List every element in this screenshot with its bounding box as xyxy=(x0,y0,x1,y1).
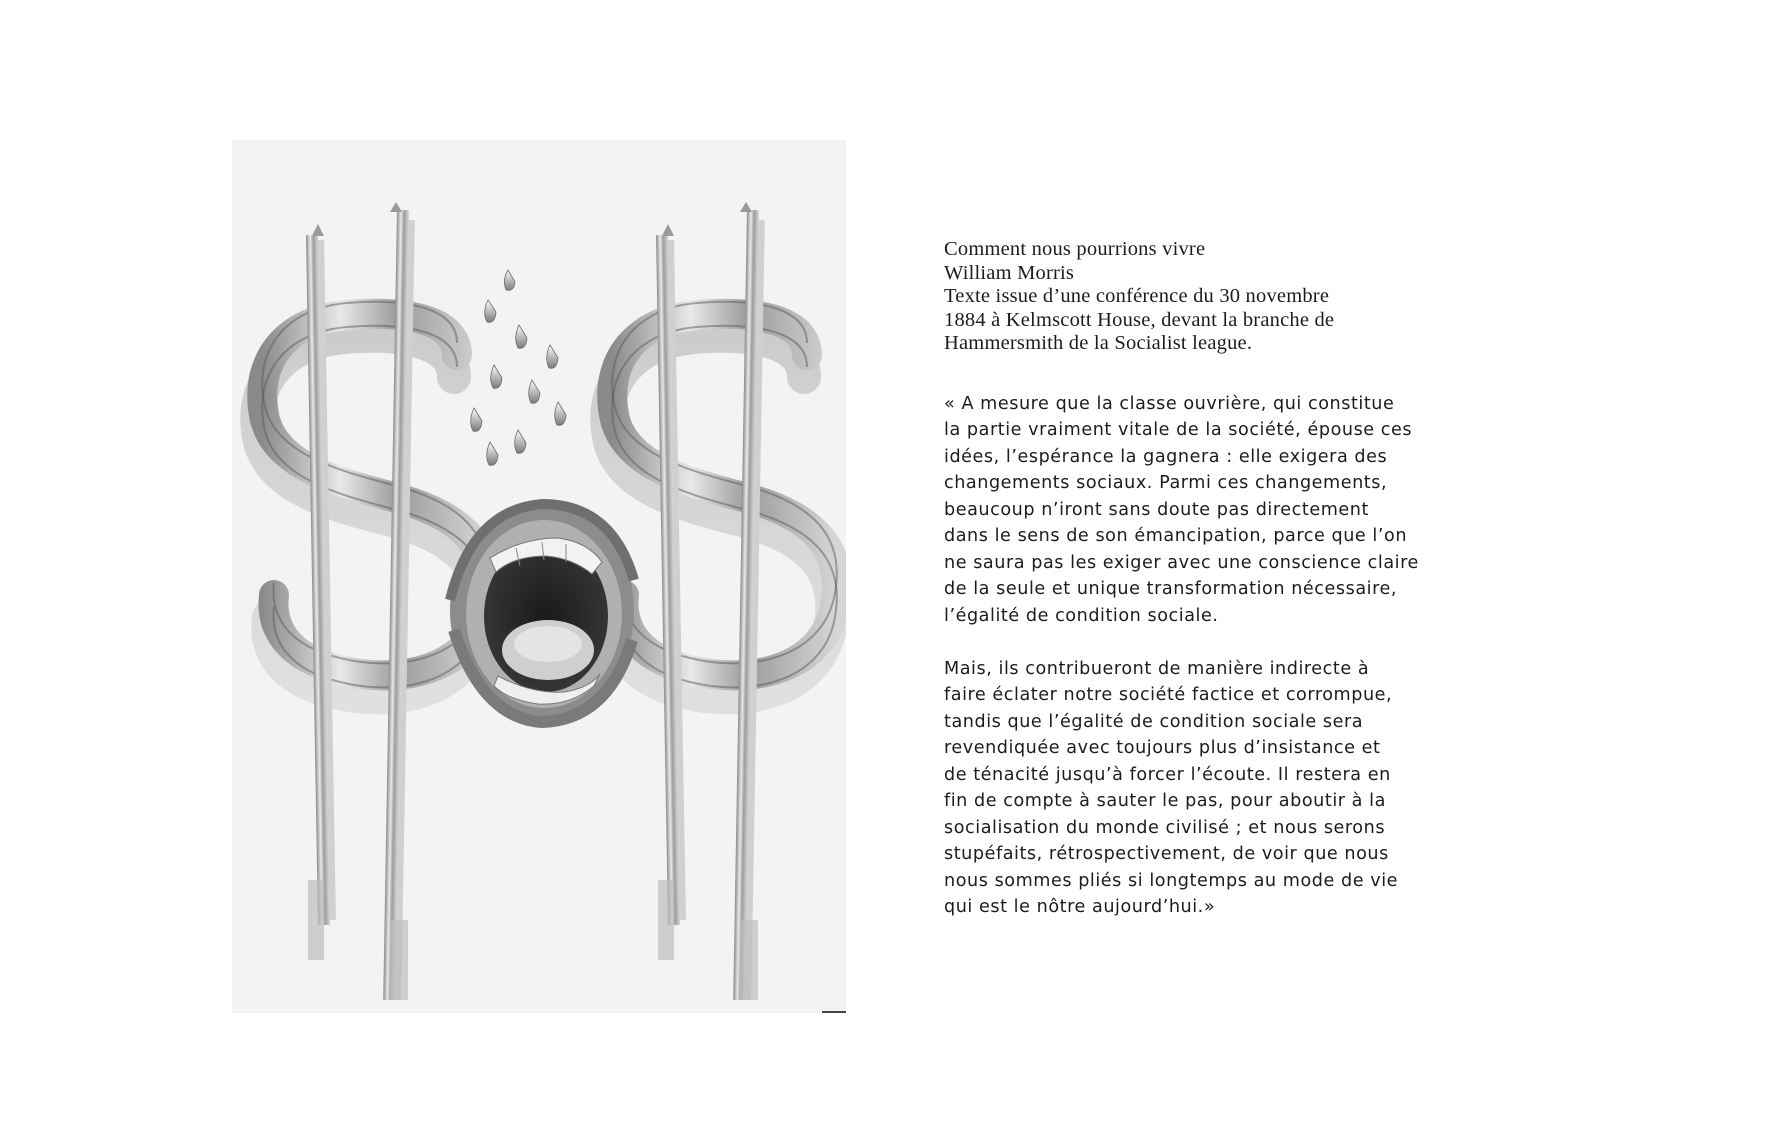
book-title: Comment nous pourrions vivre xyxy=(944,238,1206,260)
quote-line: Mais, ils contribueront de manière indirecte à xyxy=(944,658,1370,679)
collage-artwork xyxy=(232,140,846,1013)
quote-line: de la seule et unique transformation nécessaire, xyxy=(944,579,1397,599)
quote-line: fin de compte à sauter le pas, pour aboutir à la xyxy=(944,791,1386,811)
quote-line: « A mesure que la classe ouvrière, qui constitue xyxy=(944,393,1395,414)
screaming-mouth xyxy=(450,500,634,722)
source-line: 1884 à Kelmscott House, devant la branche de xyxy=(944,308,1335,331)
quote-line: tandis que l’égalité de condition sociale sera xyxy=(944,711,1364,732)
quote xyxy=(944,391,1484,921)
quote-line: qui est le nôtre aujourd’hui.» xyxy=(944,897,1216,917)
quote-line: la partie vraiment vitale de la société, épouse ces xyxy=(944,420,1413,440)
quote-paragraph-1 xyxy=(944,391,1484,630)
quote-line: socialisation du monde civilisé ; et nous serons xyxy=(944,817,1386,838)
quote-line: l’égalité de condition sociale. xyxy=(944,605,1219,626)
quote-line: nous sommes pliés si longtemps au mode de vie xyxy=(944,870,1399,891)
quote-line: beaucoup n’iront sans doute pas directement xyxy=(944,499,1369,520)
quote-line: de ténacité jusqu’à forcer l’écoute. Il restera en xyxy=(944,764,1391,785)
source-line: Texte issue d’une conférence du 30 novembre xyxy=(944,285,1330,307)
quote-line: dans le sens de son émancipation, parce que l’on xyxy=(944,526,1408,546)
text-column xyxy=(944,238,1484,947)
quote-paragraph-2 xyxy=(944,656,1484,921)
citation-header xyxy=(944,238,1484,356)
quote-line: faire éclater notre société factice et corrompue, xyxy=(944,685,1393,705)
source-line: Hammersmith de la Socialist league. xyxy=(944,332,1253,354)
quote-line: revendiquée avec toujours plus d’insistance et xyxy=(944,738,1381,758)
quote-line: changements sociaux. Parmi ces changements, xyxy=(944,473,1388,493)
quote-line: idées, l’espérance la gagnera : elle exigera des xyxy=(944,446,1388,467)
quote-line: stupéfaits, rétrospectivement, de voir que nous xyxy=(944,844,1389,864)
author-name: William Morris xyxy=(944,261,1075,284)
quote-line: ne saura pas les exiger avec une conscience claire xyxy=(944,552,1419,573)
dollar-signs-bars-mouth-collage-icon xyxy=(232,140,846,1013)
